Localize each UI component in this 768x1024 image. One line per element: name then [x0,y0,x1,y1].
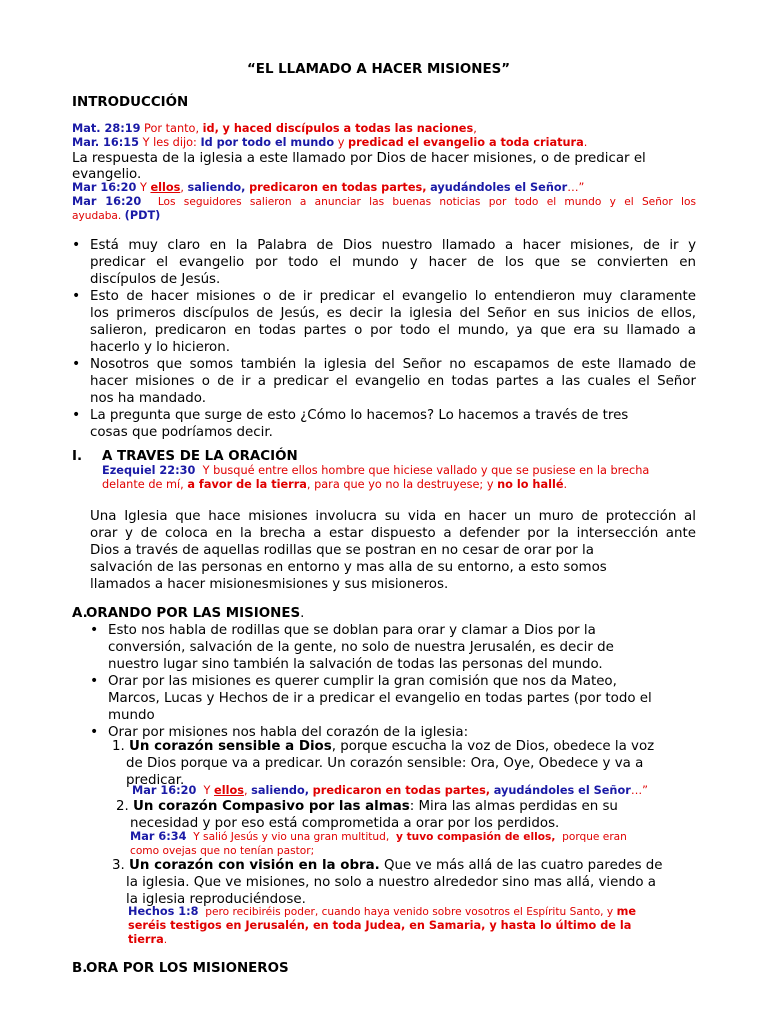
numbered-item-1: 1. Un corazón sensible a Dios, porque escucha la voz de Dios, obedece la voz de Dios porque va a predicar. Un corazón sensible: Ora, Oye, Obedece y va a predicar. [112,739,655,788]
list-item: • Orar por misiones nos habla del corazón de la iglesia: [90,724,469,740]
numbered-item-2: 2. Un corazón Compasivo por las almas: Mira las almas perdidas en su necesidad y por eso está comprometida a orar por los perdidos. [116,799,618,831]
list-item: • La pregunta que surge de esto ¿Cómo lo hacemos? Lo hacemos a través de tres cosas que podríamos decir. [72,407,629,440]
section-i-paragraph: Una Iglesia que hace misiones involucra su vida en hacer un muro de protección al orar y de coloca en la brecha a estar dispuesto a defender por la intersección ante Dios a través de aquellas rodillas que se postran en no cesar de orar por la salvación de las personas en entorno y mas alla de su entorno, a esto somos llamados a hacer misionesmisiones y sus misioneros. [90,509,696,592]
verse-mar-16-20-pdt: Mar 16:20 Los seguidores salieron a anunciar las buenas noticias por todo el mundo y el Señor los ayudaba. (PDT) [72,195,696,222]
section-b-letter: B. [72,961,88,976]
list-item: • Orar por las misiones es querer cumplir la gran comisión que nos da Mateo, Marcos, Lucas y Hechos de ir a predicar el evangelio en todas partes (por todo el mundo [90,673,652,723]
section-a-heading: ORANDO POR LAS MISIONES. [86,606,305,621]
intro-para-line2: evangelio. [72,167,142,182]
section-a-letter: A. [72,606,88,621]
list-item: • Esto de hacer misiones o de ir predicar el evangelio lo entendieron muy claramente los primeros discípulos de Jesús, es decir la iglesia del Señor en sus inicios de ellos, salieron, predicaron en todas partes o por todo el mundo, ya que era su llamado a hacerlo y lo hicieron. [72,288,696,355]
section-b-heading: ORA POR LOS MISIONEROS [86,961,289,976]
section-i-number: I. [72,449,83,464]
list-item: • Nosotros que somos también la iglesia del Señor no escapamos de este llamado de hacer misiones o de ir a predicar el evangelio en todas partes a las cuales el Señor nos ha mandado. [72,356,696,406]
verse-mar-16-15: Mar. 16:15 Y les dijo: Id por todo el mundo y predicad el evangelio a toda criatura. [72,136,588,149]
verse-mar-6-34: Mar 6:34 Y salió Jesús y vio una gran multitud, y tuvo compasión de ellos, porque eran como ovejas que no tenían pastor; [130,830,627,857]
section-i-heading: A TRAVES DE LA ORACIÓN [102,449,298,464]
verse-ezequiel-22-30: Ezequiel 22:30 Y busqué entre ellos hombre que hiciese vallado y que se pusiese en la brecha delante de mí, a favor de la tierra, para que yo no la destruyese; y no lo hallé. [102,464,650,491]
list-item: • Esto nos habla de rodillas que se doblan para orar y clamar a Dios por la conversión, salvación de la gente, no solo de nuestra Jerusalén, es decir de nuestro lugar sino también la salvación de todas las personas del mundo. [90,622,614,672]
numbered-item-3: 3. Un corazón con visión en la obra. Que ve más allá de las cuatro paredes de la iglesia. Que ve misiones, no solo a nuestro alrededor sino mas allá, viendo a la iglesia reproduciéndose. [112,858,663,907]
verse-mar-16-20-b: Mar 16:20 Y ellos, saliendo, predicaron en todas partes, ayudándoles el Señor…” [132,784,648,797]
bullet-list-section-a [90,622,668,741]
bullet-list-intro [72,237,696,441]
verse-mat-28-19: Mat. 28:19 Por tanto, id, y haced discípulos a todas las naciones, [72,122,477,135]
document-title: “EL LLAMADO A HACER MISIONES” [247,62,511,77]
list-item: • Está muy claro en la Palabra de Dios nuestro llamado a hacer misiones, de ir y predicar el evangelio por todo el mundo y hacer de los que se convierten en discípulos de Jesús. [72,237,696,287]
intro-heading: INTRODUCCIÓN [72,95,189,110]
intro-para-line1: La respuesta de la iglesia a este llamado por Dios de hacer misiones, o de predicar el [72,151,646,166]
verse-hechos-1-8: Hechos 1:8 pero recibiréis poder, cuando haya venido sobre vosotros el Espíritu Santo, y me seréis testigos en Jerusalén, en toda Judea, en Samaria, y hasta lo último de la tierra. [128,905,636,946]
verse-mar-16-20: Mar 16:20 Y ellos, saliendo, predicaron en todas partes, ayudándoles el Señor…” [72,181,585,194]
